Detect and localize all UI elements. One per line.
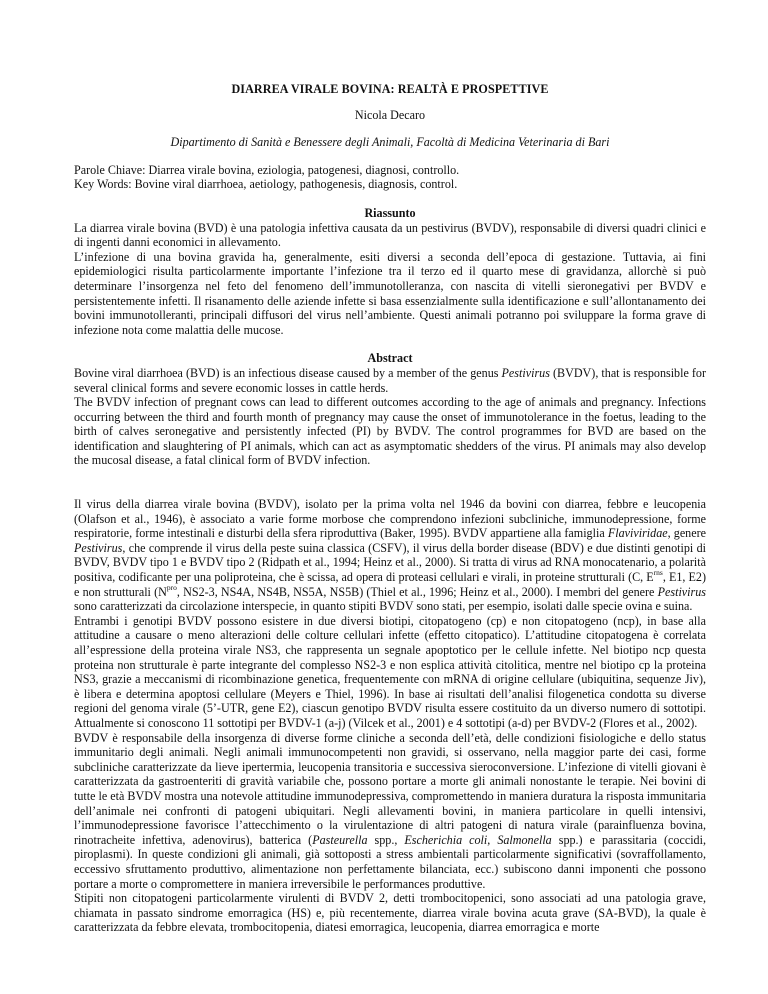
abstract-section bbox=[74, 351, 706, 468]
riassunto-heading: Riassunto bbox=[364, 205, 416, 220]
riassunto-paragraph: La diarrea virale bovina (BVD) è una patologia infettiva causata da un pestivirus (BVDV), responsabile di diversi quadri clinici e di ingenti danni economici in allevamento. bbox=[74, 220, 706, 250]
abstract-paragraph: The BVDV infection of pregnant cows can lead to different outcomes according to the age of animals and pregnancy. Infections occurring between the third and fourth month of pregnancy may cause the onset of immunotolerance in the foetus, leading to the birth of calves seronegative and persistently infected (PI) by BVDV. The control programmes for BVD are based on the identification and slaughtering of PI animals, which can act as asymptomatic shedders of the virus. PI animals may also develop the mucosal disease, a fatal clinical form of BVDV infection. bbox=[74, 395, 706, 468]
body-text bbox=[74, 497, 706, 935]
paper-title: DIARREA VIRALE BOVINA: REALTÀ E PROSPETTIVE bbox=[231, 82, 549, 96]
author-name: Nicola Decaro bbox=[354, 107, 426, 122]
keywords-english: Key Words: Bovine viral diarrhoea, aetiology, pathogenesis, diagnosis, control. bbox=[74, 177, 458, 192]
keywords-italian: Parole Chiave: Diarrea virale bovina, eziologia, patogenesi, diagnosi, controllo. bbox=[74, 162, 460, 177]
riassunto-paragraph: L’infezione di una bovina gravida ha, generalmente, esiti diversi a seconda dell’epoca di gestazione. Tuttavia, ai fini epidemiologici risulta particolarmente importante l’infezione tra il terzo ed il quarto mese di gravidanza, allorchè si può determinare l’insorgenza nel feto del fenomeno dell’immunotolleranza, con nascita di vitelli sieronegativi per BVDV e persistentemente infetti. Il risanamento delle aziende infette si basa essenzialmente sulla identificazione e sull’allontanamento dei bovini immunotolleranti, principali diffusori del virus nell’ambiente. Questi animali potranno poi sviluppare la forma grave di infezione nota come malattia delle mucose. bbox=[74, 249, 706, 337]
abstract-heading: Abstract bbox=[367, 351, 413, 366]
body-paragraph: Il virus della diarrea virale bovina (BVDV), isolato per la prima volta nel 1946 da bovini con diarrea, febbre e leucopenia (Olafson et al., 1946), è associato a varie forme morbose che comprendono infezioni subcliniche, immunodepressione, forme respiratorie, forme intestinali e disturbi della sfera riproduttiva (Baker, 1995). BVDV appartiene alla famiglia Flaviviridae, genere Pestivirus, che comprende il virus della peste suina classica (CSFV), il virus della border disease (BDV) e due distinti genotipi di BVDV, BVDV tipo 1 e BVDV tipo 2 (Ridpath et al., 1994; Heinz et al., 2000). Si tratta di virus ad RNA monocatenario, a polarità positiva, codificante per una poliproteina, che è scissa, ad opera di proteasi cellulari e virali, in proteine strutturali (C, $E^{rns}$, E1, E2) e non strutturali ($N^{pro}$, NS2-3, NS4A, NS4B, NS5A, NS5B) (Thiel et al., 1996; Heinz et al., 2000). I membri del genere Pestivirus sono caratterizzati da circolazione interspecie, in quanto stipiti BVDV sono stati, per esempio, isolati dalle specie ovina e suina. bbox=[74, 497, 706, 614]
body-paragraph: Stipiti non citopatogeni particolarmente virulenti di BVDV 2, detti trombocitopenici, sono associati ad una patologia grave, chiamata in passato sindrome emorragica (HS) e, più recentemente, diarrea virale bovina acuta grave (SA-BVD), la quale è caratterizzata da febbre elevata, trombocitopenia, diatesi emorragica, leucopenia, diarrea emorragica e morte bbox=[74, 891, 706, 935]
author-affiliation: Dipartimento di Sanità e Benessere degli Animali, Facoltà di Medicina Veterinaria di Bari bbox=[170, 135, 610, 150]
keywords-block bbox=[74, 163, 706, 192]
body-paragraph: Entrambi i genotipi BVDV possono esistere in due diversi biotipi, citopatogeno (cp) e non citopatogeno (ncp), in base alla attitudine a causare o meno alterazioni delle colture cellulari infette (effetto citopatico). L’attitudine citopatogena è correlata all’espressione della proteina virale NS3, che rappresenta un segnale apoptotico per le cellule infette. Nel biotipo ncp questa proteina non strutturale è parte integrante del complesso NS2-3 e non esplica attività citolitica, mentre nel biotipo cp la proteina NS3, grazie a meccanismi di ricombinazione genetica, frequentemente con mRNA di origine cellulare (ubiquitina, sequenze Jiv), è libera e determina apoptosi cellulare (Meyers e Thiel, 1996). In base ai risultati dell’analisi filogenetica condotta su diverse regioni del genoma virale (5’-UTR, gene E2), ciascun genotipo BVDV risulta essere costituito da un diverso numero di sottotipi. Attualmente si conoscono 11 sottotipi per BVDV-1 (a-j) (Vilcek et al., 2001) e 4 sottotipi (a-d) per BVDV-2 (Flores et al., 2002). bbox=[74, 613, 706, 730]
riassunto-section bbox=[74, 206, 706, 337]
abstract-paragraph: Bovine viral diarrhoea (BVD) is an infectious disease caused by a member of the genus Pestivirus (BVDV), that is responsible for several clinical forms and severe economic losses in cattle herds. bbox=[74, 365, 707, 395]
body-paragraph: BVDV è responsabile della insorgenza di diverse forme cliniche a seconda dell’età, delle condizioni fisiologiche e dello status immunitario degli animali. Negli animali immunocompetenti non gravidi, si osservano, nella maggior parte dei casi, forme subcliniche caratterizzate da lieve ipertermia, leucopenia transitoria e successiva sieroconversione. L’infezione di vitelli giovani è caratterizzata da gastroenteriti di gravità variabile che, possono portare a morte gli animali nonostante le terapie. Nei bovini di tutte le età BVDV mostra una notevole attitudine immunodepressiva, compromettendo in maniera duratura la risposta immunitaria dell’animale nei confronti di patogeni ubiquitari. Negli allevamenti bovini, in maniera particolare in quelli intensivi, l’immunodepressione favorisce l’attecchimento o la virulentazione di altri patogeni di natura virale (parainfluenza bovina, rinotracheite infettiva, adenovirus), batterica (Pasteurella spp., Escherichia coli, Salmonella spp.) e parassitaria (coccidi, piroplasmi). In queste condizioni gli animali, già sottoposti a stress ambientali particolarmente significativi (sovraffollamento, eccessivo sfruttamento produttivo, alimentazione non perfettamente bilanciata, ecc.) subiscono danni imponenti che possono portare a morte o compromettere in maniera irreversibile le performances produttive. bbox=[74, 730, 706, 891]
